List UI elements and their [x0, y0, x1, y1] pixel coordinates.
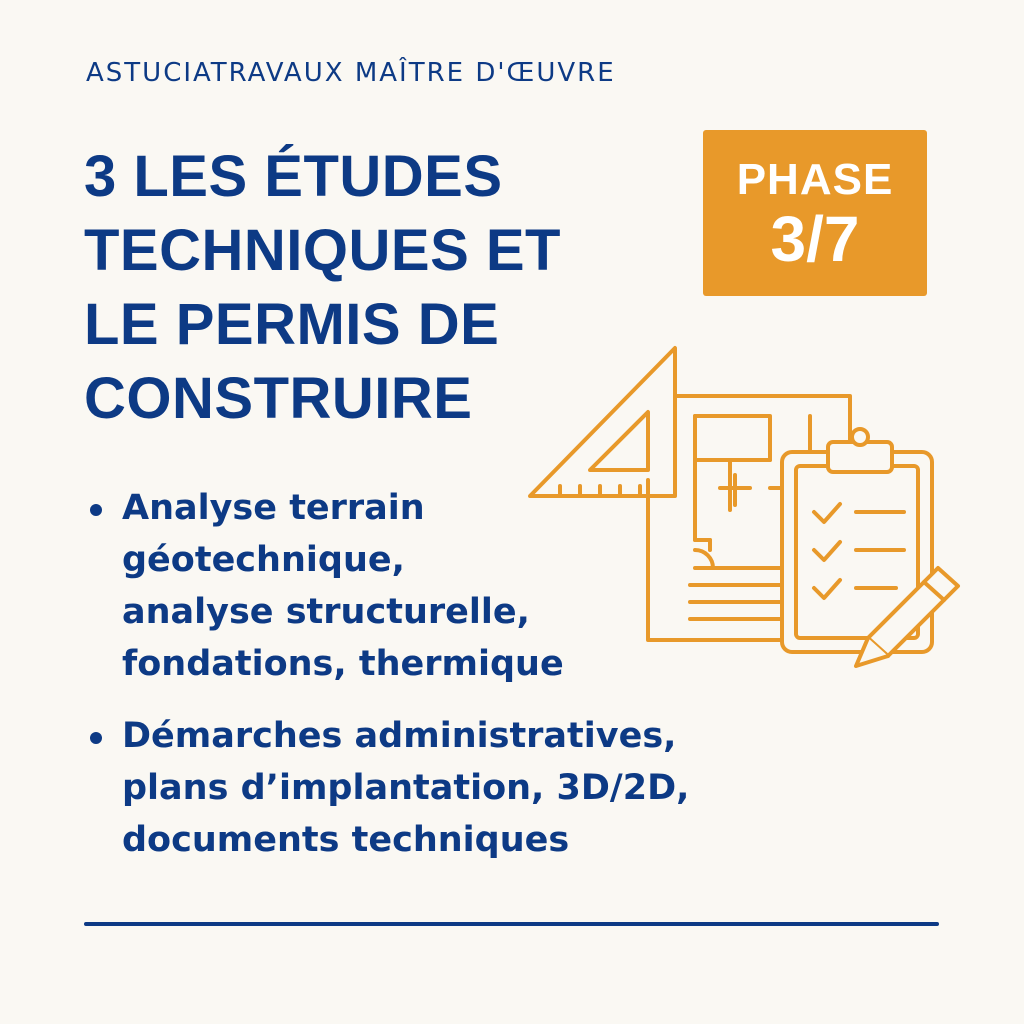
bullet-line: géotechnique, — [122, 540, 405, 580]
title-line: LE PERMIS DE — [84, 292, 500, 357]
bullet-dot — [90, 504, 102, 516]
set-square-icon — [530, 348, 675, 496]
phase-label: PHASE — [736, 155, 894, 204]
phase-value: 3/7 — [770, 203, 860, 275]
bullet-line: fondations, thermique — [122, 644, 564, 684]
bullet-line: plans d’implantation, 3D/2D, — [122, 768, 690, 808]
bullet-list — [84, 482, 764, 886]
bullet-line: analyse structurelle, — [122, 592, 530, 632]
bullet-dot — [90, 732, 102, 744]
title-line: 3 LES ÉTUDES — [84, 144, 503, 209]
phase-badge — [703, 130, 927, 296]
bullet-line: documents techniques — [122, 820, 570, 860]
bullet-line: Démarches administratives, — [122, 716, 677, 756]
bullet-line: Analyse terrain — [122, 488, 425, 528]
brand-name: ASTUCIATRAVAUX MAÎTRE D'ŒUVRE — [86, 58, 616, 88]
title-line: CONSTRUIRE — [84, 366, 473, 431]
title-line: TECHNIQUES ET — [84, 218, 561, 283]
bottom-divider — [84, 922, 939, 926]
list-item — [84, 710, 764, 866]
list-item — [84, 482, 764, 690]
